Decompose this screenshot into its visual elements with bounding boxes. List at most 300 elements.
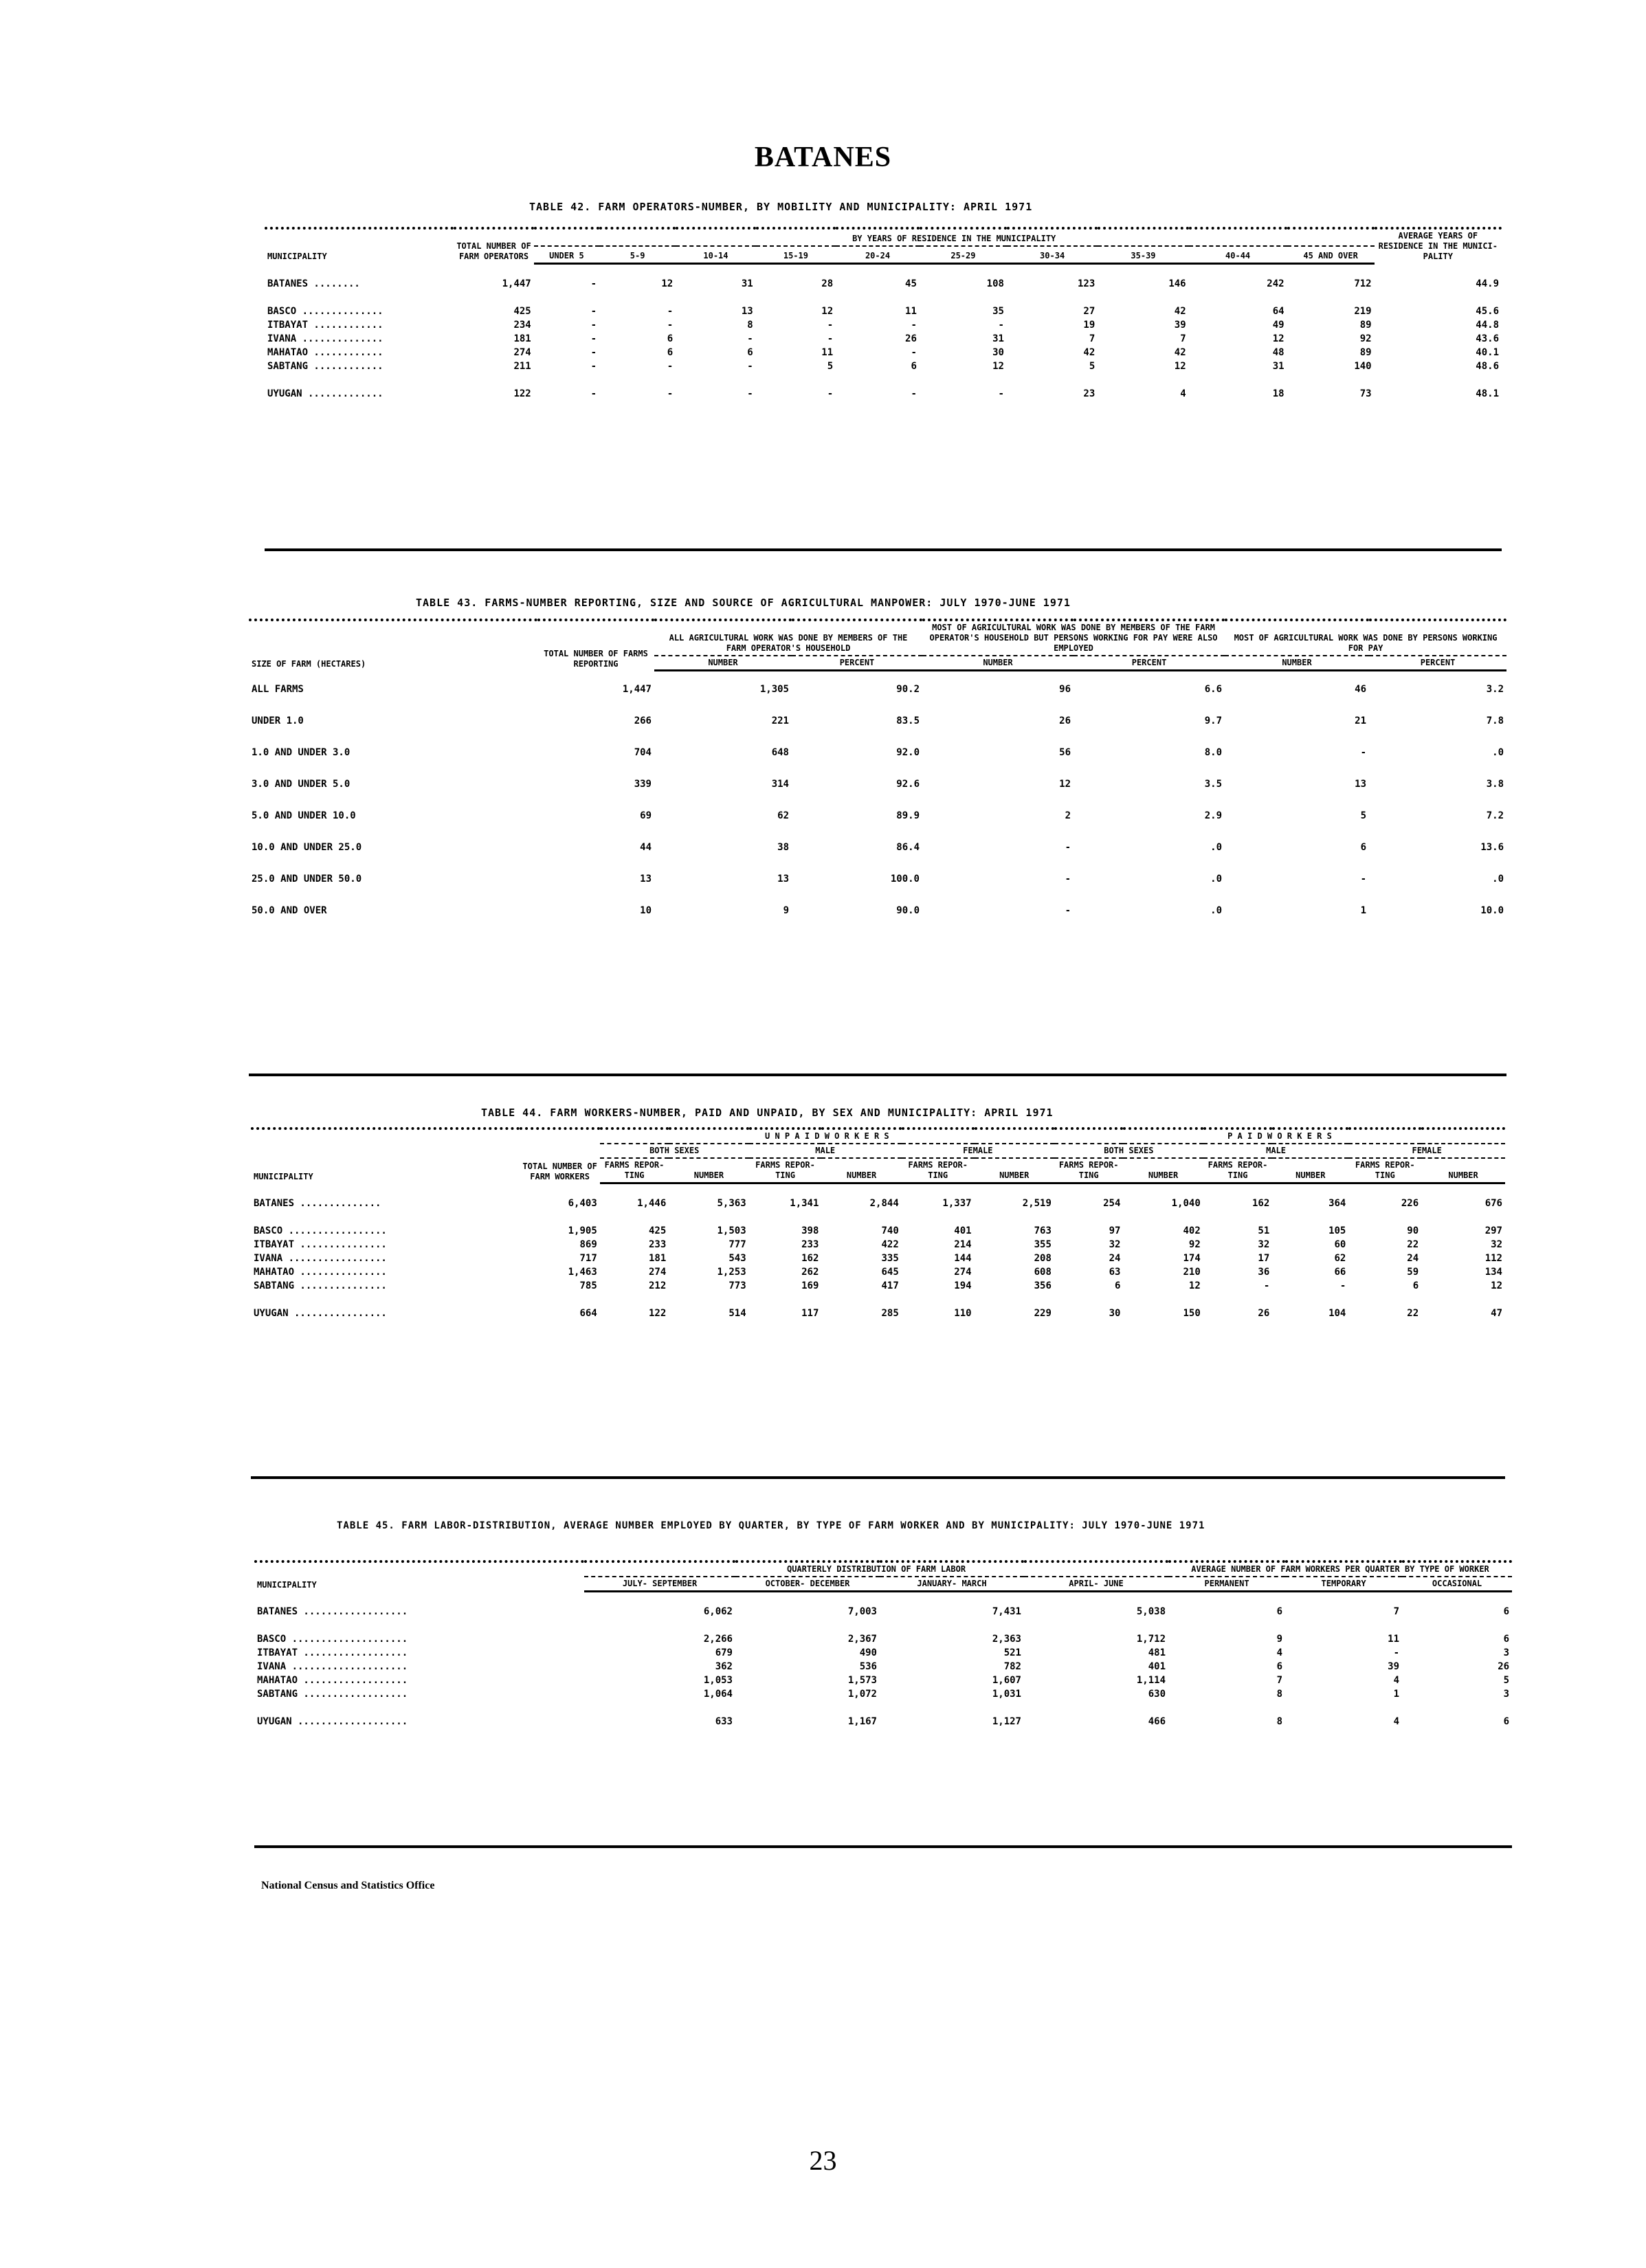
table-cell: 122 [648,1308,667,1319]
row-label: 3.0 AND UNDER 5.0 [252,779,351,790]
table-cell: 7.8 [1486,715,1504,726]
table-cell: 679 [715,1647,733,1658]
table-row [249,861,1506,893]
table-cell: 234 [513,319,531,331]
table-row [251,1279,1505,1293]
table-cell: 62 [1334,1253,1346,1264]
table-cell: 110 [954,1308,972,1319]
table-row [249,703,1506,735]
table-cell: 117 [801,1308,819,1319]
table-cell: 40.1 [1476,346,1499,358]
row-label: BATANES .............. [254,1198,381,1209]
table-cell: 73 [1359,388,1372,399]
table-cell: 62 [777,810,789,821]
table-cell: 181 [648,1253,667,1264]
header-both-sexes: BOTH SEXES [1054,1144,1203,1158]
col-header-farms: FARMS REPOR- TING [600,1158,669,1183]
table-cell: 417 [881,1280,899,1291]
table-cell: 30 [1109,1308,1121,1319]
table-cell: 144 [954,1253,972,1264]
row-label: 5.0 AND UNDER 10.0 [252,810,356,821]
table-cell: 26 [1059,715,1071,726]
table-cell: 785 [579,1280,597,1291]
table-cell: 782 [1003,1661,1021,1672]
table-cell: 2,266 [703,1634,733,1645]
table-cell: 28 [821,278,834,289]
table-cell: 8 [747,319,753,331]
table-cell: 1,167 [847,1716,877,1727]
table-cell: - [827,333,834,344]
table-cell: 17 [1258,1253,1270,1264]
table-cell: 10.0 [1480,905,1504,916]
table-cell: 122 [513,388,531,399]
table-cell: 1,040 [1171,1198,1201,1209]
row-label: SABTANG ............ [267,360,383,372]
col-header-number: NUMBER [669,1158,748,1183]
table-cell: 266 [634,715,652,726]
table-cell: 6,062 [703,1606,733,1617]
table-cell: - [590,278,597,289]
header-paid-workers: P A I D W O R K E R S [1054,1129,1505,1144]
table-row [251,1293,1505,1320]
table-cell: 2.9 [1204,810,1223,821]
table-cell: 6 [1276,1661,1283,1672]
table-44-caption: TABLE 44. FARM WORKERS-NUMBER, PAID AND UNPAID, BY SEX AND MUNICIPALITY: APRIL 1971 [481,1107,1054,1119]
col-header: 15-19 [756,246,836,263]
table-cell: 1,341 [790,1198,819,1209]
row-label: IVANA ................. [254,1253,387,1264]
table-cell: 6 [1276,1606,1283,1617]
table-row [249,735,1506,766]
table-cell: 425 [648,1225,667,1236]
table-cell: 5 [827,360,834,372]
table-cell: 398 [801,1225,819,1236]
table-cell: 481 [1148,1647,1166,1658]
table-cell: 18 [1272,388,1284,399]
col-header-number: NUMBER [1225,656,1369,671]
col-header: OCTOBER- DECEMBER [735,1577,880,1592]
row-label: MAHATAO ............ [267,346,383,358]
table-cell: 10 [640,905,652,916]
table-cell: 229 [1034,1308,1052,1319]
table-cell: 274 [513,346,531,358]
table-cell: 12 [1059,779,1071,790]
table-cell: 226 [1401,1198,1419,1209]
header-municipality: MUNICIPALITY [251,1129,520,1183]
table-cell: 42 [1174,305,1186,317]
table-cell: 90.0 [896,905,920,916]
table-cell: 6.6 [1204,684,1223,695]
table-45-bottom-rule [254,1845,1512,1848]
table-cell: 48.1 [1476,388,1499,399]
table-cell: - [667,305,674,317]
table-cell: 1,053 [703,1675,733,1686]
table-cell: - [827,319,834,331]
table-row [251,1252,1505,1265]
table-cell: 717 [579,1253,597,1264]
table-cell: 26 [905,333,917,344]
table-cell: 704 [634,747,652,758]
row-label: 50.0 AND OVER [252,905,327,916]
header-size-of-farm: SIZE OF FARM (HECTARES) [249,620,537,671]
table-cell: - [911,346,917,358]
table-cell: 46 [1355,684,1367,695]
col-header: 25-29 [920,246,1007,263]
col-header-percent: PERCENT [792,656,922,671]
table-cell: 3.5 [1204,779,1223,790]
table-cell: .0 [1492,874,1504,885]
col-header: JULY- SEPTEMBER [584,1577,735,1592]
table-cell: 44.9 [1476,278,1499,289]
table-cell: 1,072 [847,1689,877,1700]
table-cell: 5 [1503,1675,1510,1686]
col-header-farms: FARMS REPOR- TING [902,1158,975,1183]
table-cell: 48.6 [1476,360,1499,372]
table-cell: 262 [801,1267,819,1278]
table-cell: 19 [1083,319,1096,331]
table-cell: 6 [1503,1606,1510,1617]
table-cell: 1,031 [992,1689,1021,1700]
table-cell: 740 [881,1225,899,1236]
table-cell: 2 [1065,810,1071,821]
table-cell: 1,573 [847,1675,877,1686]
table-cell: 773 [729,1280,746,1291]
table-cell: 13 [1355,779,1367,790]
table-cell: 11 [1388,1634,1400,1645]
row-label: MAHATAO .................. [257,1675,408,1686]
table-cell: 22 [1407,1239,1419,1250]
header-unpaid-workers: U N P A I D W O R K E R S [600,1129,1054,1144]
col-header: APRIL- JUNE [1024,1577,1168,1592]
table-cell: 6 [747,346,753,358]
col-header-number: NUMBER [922,656,1074,671]
table-cell: 355 [1034,1239,1052,1250]
table-cell: 645 [881,1267,899,1278]
table-row [254,1687,1512,1701]
table-row [251,1238,1505,1252]
table-cell: 32 [1109,1239,1121,1250]
table-cell: 45.6 [1476,305,1499,317]
table-cell: 7 [1393,1606,1400,1617]
table-cell: 108 [986,278,1004,289]
table-cell: 3.2 [1486,684,1504,695]
table-cell: - [1065,842,1071,853]
table-cell: - [998,388,1004,399]
table-cell: 712 [1354,278,1372,289]
table-cell: 49 [1272,319,1284,331]
table-cell: 92.0 [896,747,920,758]
table-cell: 24 [1407,1253,1419,1264]
table-cell: 6 [911,360,917,372]
table-cell: 490 [859,1647,877,1658]
table-cell: 23 [1083,388,1096,399]
row-label: 1.0 AND UNDER 3.0 [252,747,351,758]
table-cell: 514 [729,1308,746,1319]
table-row [265,291,1502,318]
table-cell: 83.5 [896,715,920,726]
row-label: ITBAYAT ............... [254,1239,387,1250]
table-cell: 96 [1059,684,1071,695]
table-row [265,359,1502,373]
table-row [265,346,1502,359]
table-cell: 7 [1180,333,1186,344]
row-label: 10.0 AND UNDER 25.0 [252,842,362,853]
table-cell: - [747,388,753,399]
table-cell: - [667,388,674,399]
table-cell: 402 [1183,1225,1201,1236]
table-cell: 7 [1089,333,1096,344]
table-cell: 648 [771,747,789,758]
table-cell: 26 [1498,1661,1510,1672]
col-header: 40-44 [1189,246,1287,263]
table-cell: 86.4 [896,842,920,853]
page-title: BATANES [754,142,892,173]
row-label: BASCO .............. [267,305,383,317]
table-cell: 1,503 [717,1225,746,1236]
row-label: SABTANG ............... [254,1280,387,1291]
table-cell: 47 [1491,1308,1502,1319]
table-44-bottom-rule [251,1476,1505,1479]
table-cell: - [1339,1280,1346,1291]
table-cell: 24 [1109,1253,1121,1264]
table-cell: 7 [1276,1675,1283,1686]
table-row [249,830,1506,861]
table-cell: 21 [1355,715,1367,726]
table-row [251,1210,1505,1238]
row-label: UNDER 1.0 [252,715,304,726]
table-cell: 38 [777,842,789,853]
col-header: 10-14 [676,246,755,263]
row-label: IVANA .............. [267,333,383,344]
table-cell: 1,253 [717,1267,746,1278]
table-cell: 7,431 [992,1606,1021,1617]
table-row [265,332,1502,346]
table-cell: 12 [1174,360,1186,372]
table-cell: 6 [667,333,674,344]
table-cell: 1,337 [942,1198,972,1209]
table-cell: 339 [634,779,652,790]
table-cell: 59 [1407,1267,1419,1278]
row-label: BATANES ........ [267,278,360,289]
table-cell: 3 [1503,1689,1510,1700]
header-quarterly-distribution: QUARTERLY DISTRIBUTION OF FARM LABOR [584,1561,1168,1577]
row-label: BATANES .................. [257,1606,408,1617]
table-45 [254,1560,1512,1728]
table-cell: 42 [1083,346,1096,358]
page-number: 23 [809,2145,837,2176]
table-42-bottom-rule [265,548,1502,551]
table-cell: 274 [648,1267,667,1278]
table-cell: 543 [729,1253,746,1264]
table-cell: 8 [1276,1689,1283,1700]
table-cell: 5 [1089,360,1096,372]
header-household-only: ALL AGRICULTURAL WORK WAS DONE BY MEMBERS OF THE FARM OPERATOR'S HOUSEHOLD [654,620,922,656]
table-cell: 2,844 [869,1198,899,1209]
table-cell: 6 [667,346,674,358]
table-cell: 9 [1276,1634,1283,1645]
table-cell: 1,447 [502,278,531,289]
row-label: 25.0 AND UNDER 50.0 [252,874,362,885]
table-cell: 27 [1083,305,1096,317]
header-municipality: MUNICIPALITY [254,1561,584,1592]
table-row [249,671,1506,704]
header-female: FEMALE [1348,1144,1505,1158]
table-cell: 210 [1183,1267,1201,1278]
table-cell: 12 [661,278,674,289]
table-cell: 39 [1388,1661,1400,1672]
header-total-operators: TOTAL NUMBER OF FARM OPERATORS [454,228,533,263]
table-cell: - [1393,1647,1400,1658]
table-cell: 1,607 [992,1675,1021,1686]
row-label: ALL FARMS [252,684,304,695]
table-cell: 13 [640,874,652,885]
table-cell: 233 [648,1239,667,1250]
table-cell: 5 [1360,810,1367,821]
table-cell: 12 [1491,1280,1502,1291]
table-cell: 181 [513,333,531,344]
table-cell: 6 [1412,1280,1419,1291]
table-cell: - [667,360,674,372]
table-cell: 169 [801,1280,819,1291]
table-cell: 297 [1484,1225,1502,1236]
table-cell: 285 [881,1308,899,1319]
table-cell: 90 [1407,1225,1419,1236]
table-cell: 150 [1183,1308,1201,1319]
table-cell: - [1360,747,1367,758]
table-cell: .0 [1210,874,1223,885]
col-header: OCCASIONAL [1402,1577,1512,1592]
row-label: UYUGAN ................... [257,1716,408,1727]
col-header-number: NUMBER [1123,1158,1203,1183]
table-cell: 633 [715,1716,733,1727]
table-row [249,766,1506,798]
table-cell: 7,003 [847,1606,877,1617]
header-total-workers: TOTAL NUMBER OF FARM WORKERS [520,1129,599,1183]
table-row [251,1265,1505,1279]
table-cell: 162 [801,1253,819,1264]
table-cell: .0 [1492,747,1504,758]
table-44 [251,1127,1505,1320]
header-both-sexes: BOTH SEXES [600,1144,749,1158]
table-cell: 536 [859,1661,877,1672]
header-average-by-type: AVERAGE NUMBER OF FARM WORKERS PER QUARTER BY TYPE OF WORKER [1168,1561,1512,1577]
header-years-of-residence: BY YEARS OF RESIDENCE IN THE MUNICIPALITY [534,228,1375,246]
col-header: JANUARY- MARCH [880,1577,1024,1592]
row-label: ITBAYAT .................. [257,1647,408,1658]
table-cell: 1,114 [1136,1675,1166,1686]
table-cell: 3.8 [1486,779,1504,790]
table-cell: 43.6 [1476,333,1499,344]
table-cell: 134 [1484,1267,1502,1278]
table-cell: 105 [1328,1225,1346,1236]
table-cell: 31 [1272,360,1284,372]
table-cell: .0 [1210,842,1223,853]
table-cell: 6 [1360,842,1367,853]
table-cell: 51 [1258,1225,1270,1236]
table-cell: 221 [771,715,789,726]
header-male: MALE [749,1144,902,1158]
table-cell: 211 [513,360,531,372]
table-cell: 32 [1258,1239,1270,1250]
table-cell: 364 [1328,1198,1346,1209]
table-cell: 608 [1034,1267,1052,1278]
table-cell: 64 [1272,305,1284,317]
table-cell: 140 [1354,360,1372,372]
table-cell: 48 [1272,346,1284,358]
table-cell: 4 [1393,1716,1400,1727]
table-43-caption: TABLE 43. FARMS-NUMBER REPORTING, SIZE AND SOURCE OF AGRICULTURAL MANPOWER: JULY 1970-JUNE 1971 [416,597,1071,609]
table-cell: 314 [771,779,789,790]
table-45-caption: TABLE 45. FARM LABOR-DISTRIBUTION, AVERAGE NUMBER EMPLOYED BY QUARTER, BY TYPE OF FARM WORKER AND BY MUNICIPALITY: JULY 1970-JUNE 1971 [337,1520,1205,1531]
table-cell: 4 [1393,1675,1400,1686]
table-cell: 63 [1109,1267,1121,1278]
table-cell: 174 [1183,1253,1201,1264]
table-cell: 2,519 [1022,1198,1052,1209]
table-cell: - [911,388,917,399]
row-label: ITBAYAT ............ [267,319,383,331]
table-cell: 254 [1103,1198,1121,1209]
table-cell: 89 [1359,319,1372,331]
col-header: TEMPORARY [1285,1577,1402,1592]
table-cell: 44.8 [1476,319,1499,331]
col-header-percent: PERCENT [1369,656,1506,671]
table-cell: 12 [1188,1280,1201,1291]
table-cell: 97 [1109,1225,1121,1236]
table-cell: 6 [1503,1634,1510,1645]
table-cell: 89.9 [896,810,920,821]
table-cell: 2,367 [847,1634,877,1645]
table-cell: 1,463 [568,1267,597,1278]
header-total-farms: TOTAL NUMBER OF FARMS REPORTING [537,620,654,671]
table-cell: - [590,360,597,372]
table-cell: - [998,319,1004,331]
table-cell: 4 [1276,1647,1283,1658]
table-cell: 242 [1267,278,1284,289]
table-cell: 12 [1272,333,1284,344]
table-cell: 777 [729,1239,746,1250]
table-cell: 1,447 [622,684,652,695]
col-header: 5-9 [599,246,676,263]
table-cell: 12 [821,305,834,317]
table-43-bottom-rule [249,1074,1506,1076]
table-cell: 1,905 [568,1225,597,1236]
table-cell: 1,127 [992,1716,1021,1727]
col-header: PERMANENT [1168,1577,1285,1592]
table-cell: 66 [1334,1267,1346,1278]
table-cell: 45 [905,278,917,289]
source-note: National Census and Statistics Office [261,1880,435,1891]
row-label: IVANA .................... [257,1661,408,1672]
table-cell: 26 [1258,1308,1270,1319]
table-cell: - [667,319,674,331]
table-row [254,1592,1512,1619]
row-label: BASCO ................. [254,1225,387,1236]
table-42-caption: TABLE 42. FARM OPERATORS-NUMBER, BY MOBILITY AND MUNICIPALITY: APRIL 1971 [529,201,1033,213]
col-header-farms: FARMS REPOR- TING [1054,1158,1124,1183]
row-label: UYUGAN ................ [254,1308,387,1319]
table-cell: 69 [640,810,652,821]
table-cell: 356 [1034,1280,1052,1291]
table-cell: 676 [1484,1198,1502,1209]
col-header: 45 AND OVER [1287,246,1375,263]
table-row [254,1619,1512,1646]
table-cell: 214 [954,1239,972,1250]
table-cell: - [1360,874,1367,885]
table-row [251,1183,1505,1211]
table-cell: 335 [881,1253,899,1264]
table-cell: - [747,360,753,372]
col-header: 20-24 [836,246,920,263]
